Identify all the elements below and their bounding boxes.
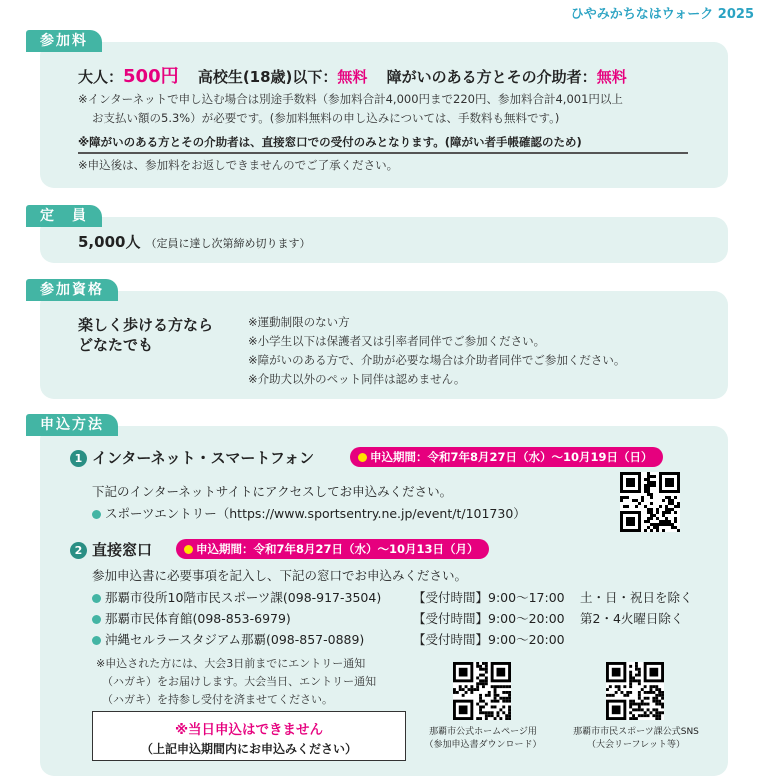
qr-caption-line: （大会リーフレット等） xyxy=(586,740,686,750)
method-2-number: 2 xyxy=(70,542,87,559)
fee-note-1a: ※インターネットで申し込む場合は別途手数料（参加料合計4,000円まで220円、参加料合計4,001円以上 xyxy=(78,92,623,106)
sportsentry-qr-code[interactable] xyxy=(620,472,680,532)
bullet-icon xyxy=(92,594,101,603)
capacity-section-tab: 定 員 xyxy=(26,205,102,227)
venue-row xyxy=(92,609,291,627)
venue-row xyxy=(92,630,364,648)
counter-period-text: 申込期間：令和7年8月27日（水）〜10月13日（月） xyxy=(196,542,479,556)
bullet-icon xyxy=(92,615,101,624)
venue-row xyxy=(92,588,381,606)
venue-name: 那覇市役所10階市民スポーツ課(098-917-3504) xyxy=(105,590,382,605)
entry-notice-line: （ハガキ）をお届けします。大会当日、エントリー通知 xyxy=(102,675,377,688)
capacity-line xyxy=(78,231,311,252)
eligibility-item: ※介助犬以外のペット同伴は認めません。 xyxy=(248,372,466,386)
disabled-label: 障がいのある方とその介助者： xyxy=(386,68,597,86)
internet-method-heading xyxy=(70,447,314,468)
youth-price: 無料 xyxy=(337,68,368,86)
entry-notice xyxy=(96,655,376,709)
counter-method-heading xyxy=(70,539,152,560)
fee-note-2: ※障がいのある方とその介助者は、直接窓口での受付のみとなります。(障がい者手帳確認のため) xyxy=(78,135,582,149)
period-dot-icon xyxy=(184,545,193,554)
bullet-icon xyxy=(92,636,101,645)
page-header-title: ひやみかちなはウォーク 2025 xyxy=(570,7,754,22)
capacity-value: 5,000人 xyxy=(78,233,141,251)
eligibility-headline-1: 楽しく歩ける方なら xyxy=(78,316,214,334)
qr-caption-line: 那覇市市民スポーツ課公式SNS xyxy=(573,727,699,737)
homepage-qr-code[interactable] xyxy=(453,662,511,720)
internet-desc: 下記のインターネットサイトにアクセスしてお申込みください。 xyxy=(92,484,453,499)
sportsentry-link[interactable]: スポーツエントリー（https://www.sportsentry.ne.jp/event/t/101730） xyxy=(105,506,526,521)
sns-qr-caption xyxy=(563,726,709,752)
venue-closed: 第2・4火曜日除く xyxy=(580,611,684,626)
venue-hours: 【受付時間】9:00〜20:00 xyxy=(413,632,565,647)
entry-notice-line: （ハガキ）を持参し受付を済ませてください。 xyxy=(102,693,333,706)
eligibility-item: ※小学生以下は保護者又は引率者同伴でご参加ください。 xyxy=(248,334,546,348)
same-day-warning: ※当日申込はできません xyxy=(174,722,324,738)
adult-price: 500円 xyxy=(123,66,179,87)
counter-period-badge xyxy=(176,539,489,559)
sns-qr-code[interactable] xyxy=(606,662,664,720)
internet-period-badge xyxy=(350,447,663,467)
youth-label: 高校生(18歳)以下： xyxy=(197,68,338,86)
capacity-section-panel xyxy=(40,217,728,263)
fee-section-tab: 参加料 xyxy=(26,30,102,52)
internet-period-text: 申込期間：令和7年8月27日（水）〜10月19日（日） xyxy=(370,450,653,464)
fee-note-underline xyxy=(78,152,688,154)
counter-method-title: 直接窓口 xyxy=(92,541,153,559)
counter-desc: 参加申込書に必要事項を記入し、下記の窓口でお申込みください。 xyxy=(92,568,468,583)
homepage-qr-caption xyxy=(418,726,548,752)
method-1-number: 1 xyxy=(70,450,87,467)
eligibility-list xyxy=(248,313,625,389)
period-dot-icon xyxy=(358,453,367,462)
venue-closed: 土・日・祝日を除く xyxy=(580,590,693,605)
capacity-note: （定員に達し次第締め切ります） xyxy=(145,237,311,250)
venue-name: 那覇市民体育館(098-853-6979) xyxy=(105,611,291,626)
eligibility-headline xyxy=(78,315,213,355)
eligibility-section-panel xyxy=(40,291,728,399)
venue-hours: 【受付時間】9:00〜17:00 xyxy=(413,590,565,605)
qr-caption-line: 那覇市公式ホームページ用 xyxy=(429,727,537,737)
application-section-tab: 申込方法 xyxy=(26,414,118,436)
internet-site-item xyxy=(92,504,526,522)
eligibility-item: ※障がいのある方で、介助が必要な場合は介助者同伴でご参加ください。 xyxy=(248,353,626,367)
bullet-icon xyxy=(92,510,101,519)
same-day-warning-sub: （上記申込期間内にお申込みください） xyxy=(140,742,357,756)
fee-note-3: ※申込後は、参加料をお返しできませんのでご了承ください。 xyxy=(78,158,399,172)
venue-name: 沖縄セルラースタジアム那覇(098-857-0889) xyxy=(105,632,365,647)
adult-label: 大人： xyxy=(78,68,124,86)
internet-method-title: インターネット・スマートフォン xyxy=(92,449,315,467)
eligibility-headline-2: どなたでも xyxy=(78,336,154,354)
eligibility-item: ※運動制限のない方 xyxy=(248,315,350,329)
fee-section-panel xyxy=(40,42,728,188)
entry-notice-line: ※申込された方には、大会3日前までにエントリー通知 xyxy=(96,657,366,670)
disabled-price: 無料 xyxy=(596,68,627,86)
fee-note-1b: お支払い額の5.3%）が必要です。(参加料無料の申し込みについては、手数料も無料です。) xyxy=(92,111,560,125)
qr-caption-line: （参加申込書ダウンロード） xyxy=(424,740,542,750)
fee-line xyxy=(78,62,627,88)
venue-hours: 【受付時間】9:00〜20:00 xyxy=(413,611,565,626)
same-day-warning-box xyxy=(92,711,406,761)
eligibility-section-tab: 参加資格 xyxy=(26,279,118,301)
